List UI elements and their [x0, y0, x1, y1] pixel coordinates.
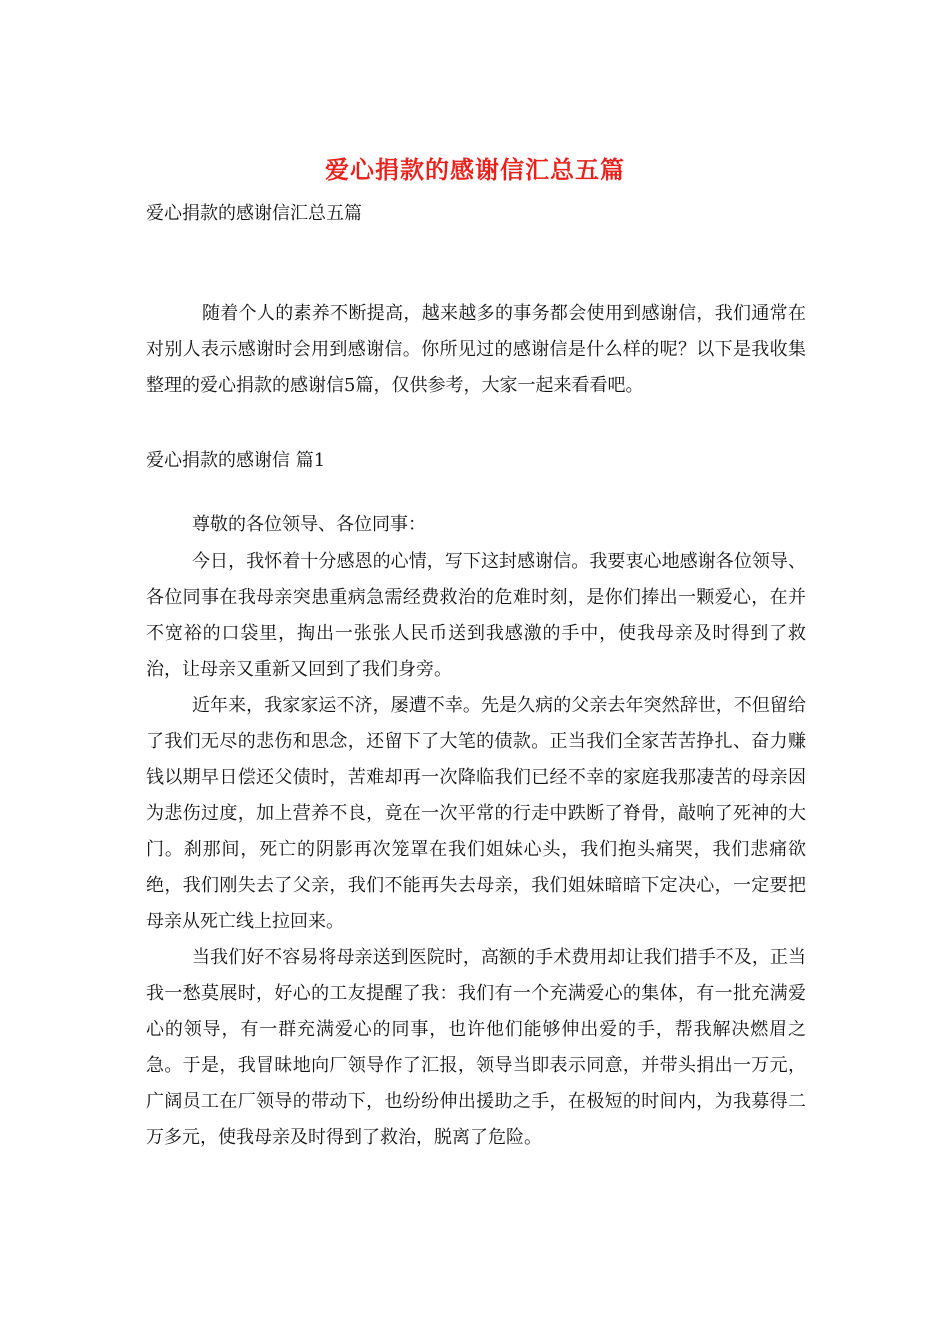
letter-paragraph: 今日，我怀着十分感恩的心情，写下这封感谢信。我要衷心地感谢各位领导、各位同事在我母亲突患重病急需经费救治的危难时刻，是你们捧出一颗爱心，在并不宽裕的口袋里，掏出一张张人民币送到我感激的手中，使我母亲及时得到了救治，让母亲又重新又回到了我们身旁。 — [146, 551, 806, 680]
section-heading: 爱心捐款的感谢信 篇1 — [146, 450, 326, 471]
letter-paragraph: 当我们好不容易将母亲送到医院时，高额的手术费用却让我们措手不及，正当我一愁莫展时，好心的工友提醒了我：我们有一个充满爱心的集体，有一批充满爱心的领导，有一群充满爱心的同事，也许他们能够伸出爱的手，帮我解决燃眉之急。于是，我冒昧地向厂领导作了汇报，领导当即表示同意，并带头捐出一万元，广阔员工在厂领导的带动下，也纷纷伸出援助之手，在极短的时间内，为我募得二万多元，使我母亲及时得到了救治，脱离了危险。 — [146, 947, 806, 1148]
letter-body — [146, 507, 806, 1156]
document-subtitle: 爱心捐款的感谢信汇总五篇 — [146, 203, 362, 224]
letter-salutation: 尊敬的各位领导、各位同事： — [192, 514, 426, 535]
letter-paragraph: 近年来，我家家运不济，屡遭不幸。先是久病的父亲去年突然辞世，不但留给了我们无尽的悲伤和思念，还留下了大笔的债款。正当我们全家苦苦挣扎、奋力赚钱以期早日偿还父债时，苦难却再一次降临我们已经不幸的家庭我那凄苦的母亲因为悲伤过度，加上营养不良，竟在一次平常的行走中跌断了脊骨，敲响了死神的大门。刹那间，死亡的阴影再次笼罩在我们姐妹心头，我们抱头痛哭，我们悲痛欲绝，我们刚失去了父亲，我们不能再失去母亲，我们姐妹暗暗下定决心，一定要把母亲从死亡线上拉回来。 — [146, 695, 806, 932]
document-title: 爱心捐款的感谢信汇总五篇 — [325, 155, 625, 184]
intro-paragraph: 随着个人的素养不断提高，越来越多的事务都会使用到感谢信，我们通常在对别人表示感谢时会用到感谢信。你所见过的感谢信是什么样的呢？以下是我收集整理的爱心捐款的感谢信5篇，仅供参考，大家一起来看看吧。 — [146, 303, 806, 396]
